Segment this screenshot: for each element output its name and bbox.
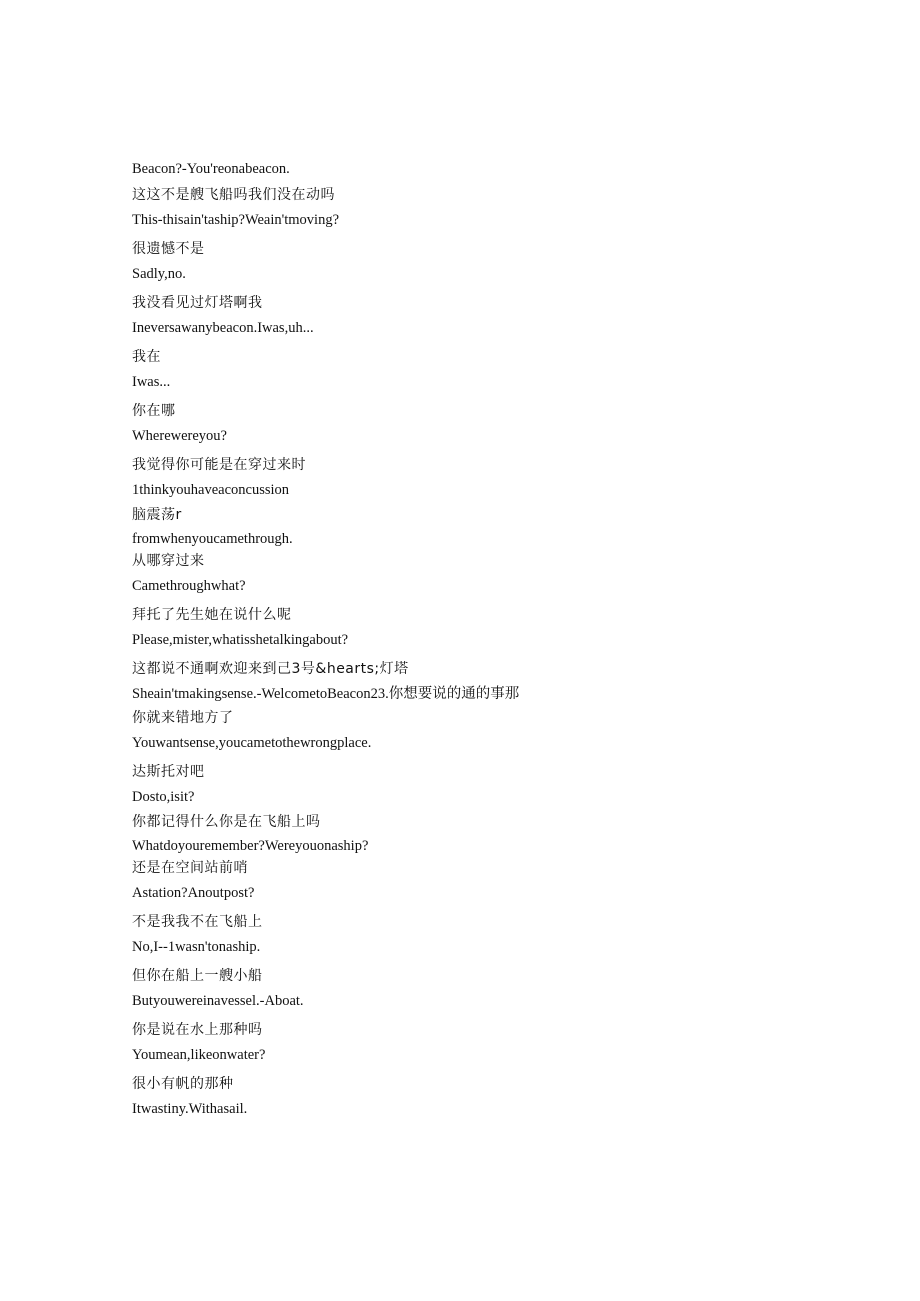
- subtitle-line-en: fromwhenyoucamethrough.: [132, 531, 293, 547]
- subtitle-line-zh: 你是说在水上那种吗: [132, 1022, 263, 1038]
- subtitle-line-en: Wherewereyou?: [132, 428, 227, 444]
- subtitle-line-en: Butyouwereinavessel.-Aboat.: [132, 993, 304, 1009]
- subtitle-line-en: Camethroughwhat?: [132, 578, 246, 594]
- subtitle-line-zh: 脑震荡r: [132, 507, 182, 523]
- subtitle-line-zh: 这都说不通啊欢迎来到己3号&hearts;灯塔: [132, 661, 409, 677]
- subtitle-line-zh: 从哪穿过来: [132, 553, 205, 569]
- subtitle-line-en: Whatdoyouremember?Wereyouonaship?: [132, 838, 369, 854]
- subtitle-line-zh: 但你在船上一艘小船: [132, 968, 263, 984]
- subtitle-line-en: Ineversawanybeacon.Iwas,uh...: [132, 320, 314, 336]
- subtitle-line-en: Dosto,isit?: [132, 789, 195, 805]
- subtitle-line-zh: 这这不是艘飞船吗我们没在动吗: [132, 187, 335, 203]
- subtitle-line-en: Itwastiny.Withasail.: [132, 1101, 248, 1117]
- subtitle-line-en: Beacon?-You'reonabeacon.: [132, 161, 290, 177]
- subtitle-line-en: This-thisain'taship?Weain'tmoving?: [132, 212, 340, 228]
- subtitle-line-zh: 很遗憾不是: [132, 241, 205, 257]
- subtitle-line-en: Iwas...: [132, 374, 171, 390]
- subtitle-line-en: Please,mister,whatisshetalkingabout?: [132, 632, 349, 648]
- subtitle-line-en: 1thinkyouhaveaconcussion: [132, 482, 290, 498]
- subtitle-line-zh: 你就来错地方了: [132, 710, 234, 726]
- subtitle-line-en: Youwantsense,youcametothewrongplace.: [132, 735, 372, 751]
- subtitle-line-zh: 你都记得什么你是在飞船上吗: [132, 814, 321, 830]
- subtitle-line-en: Youmean,likeonwater?: [132, 1047, 266, 1063]
- subtitle-line-zh: 我在: [132, 349, 161, 365]
- subtitle-line-zh: 不是我我不在飞船上: [132, 914, 263, 930]
- subtitle-line-zh: 很小有帆的那种: [132, 1076, 234, 1092]
- subtitle-line-zh: 我觉得你可能是在穿过来时: [132, 457, 306, 473]
- subtitle-line-en: Astation?Anoutpost?: [132, 885, 255, 901]
- subtitle-line-en: No,I--1wasn'tonaship.: [132, 939, 261, 955]
- subtitle-line-en: Sheain'tmakingsense.-WelcometoBeacon23.你想要说的通的事那: [132, 686, 520, 702]
- subtitle-line-zh: 你在哪: [132, 403, 176, 419]
- subtitle-line-zh: 达斯托对吧: [132, 764, 205, 780]
- subtitle-line-zh: 拜托了先生她在说什么呢: [132, 607, 292, 623]
- subtitle-line-en: Sadly,no.: [132, 266, 186, 282]
- subtitle-line-zh: 我没看见过灯塔啊我: [132, 295, 263, 311]
- subtitle-line-zh: 还是在空间站前哨: [132, 860, 248, 876]
